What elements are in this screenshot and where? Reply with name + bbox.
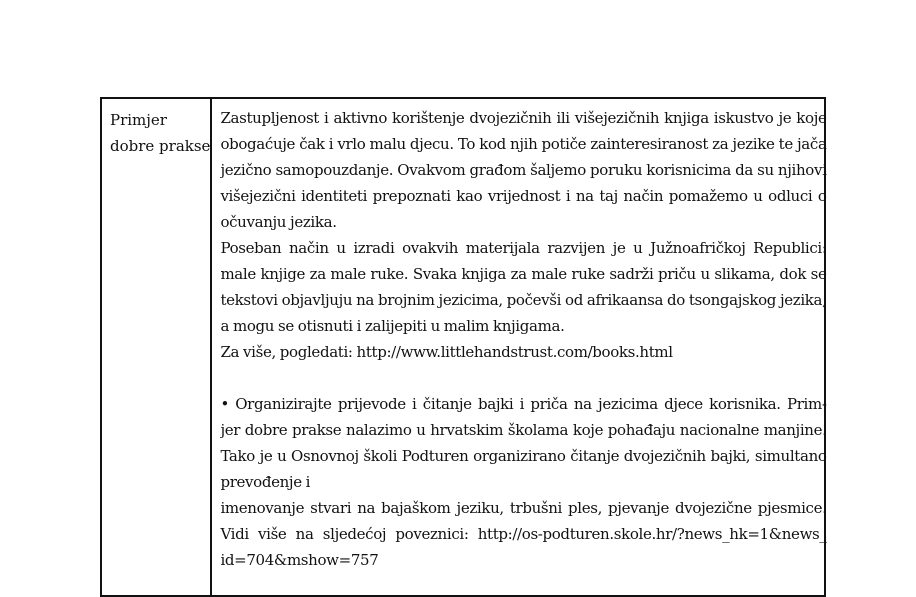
text-line: Vidi više na sljedećoj poveznici: http://os-podturen.skole.hr/?news_hk=1&news_ (220, 525, 827, 543)
text-line: višejezični identiteti prepoznati kao vrijednost i na taj način pomažemo u odluci o (220, 187, 827, 205)
content-cell (212, 99, 835, 595)
label-cell (102, 99, 212, 595)
text-line: id=704&mshow=757 (220, 551, 379, 569)
document-table (100, 97, 826, 597)
paragraph-organize-translations (220, 391, 826, 495)
text-line: Zastupljenost i aktivno korištenje dvojezičnih ili višejezičnih knjiga iskustvo je koje (220, 109, 827, 127)
text-line: prevođenje i (220, 473, 311, 491)
text-line: očuvanju jezika. (220, 213, 337, 231)
text-line: imenovanje stvari na bajaškom jeziku, trbušni ples, pjevanje dvojezične pjesmice. (220, 499, 827, 517)
bullet-text-line: • Organizirajte prijevode i čitanje bajki i priča na jezicima djece korisnika. Prim- (220, 395, 827, 413)
text-line: Poseban način u izradi ovakvih materijala razvijen je u Južnoafričkoj Republici: (220, 239, 827, 257)
label-line-2: dobre prakse (110, 137, 211, 155)
paragraph-podturen (220, 495, 826, 573)
text-line: male knjige za male ruke. Svaka knjiga za male ruke sadrži priču u slikama, dok se (220, 265, 827, 283)
text-line: obogaćuje čak i vrlo malu djecu. To kod njih potiče zainteresiranost za jezike te jača (220, 135, 827, 153)
text-line: jezično samopouzdanje. Ovakvom građom šaljemo poruku korisnicima da su njihovi (220, 161, 827, 179)
label-line-1: Primjer (110, 111, 167, 129)
text-line: tekstovi objavljuju na brojnim jezicima, počevši od afrikaansa do tsongajskog jezika, (220, 291, 827, 309)
paragraph-multilingual-books (220, 105, 826, 235)
paragraph-more-info (220, 339, 826, 365)
text-line: Tako je u Osnovnoj školi Podturen organizirano čitanje dvojezičnih bajki, simultano (220, 447, 827, 465)
text-line: a mogu se otisnuti i zalijepiti u malim knjigama. (220, 317, 565, 335)
text-line: jer dobre prakse nalazimo u hrvatskim školama koje pohađaju nacionalne manjine. (220, 421, 827, 439)
paragraph-south-africa (220, 235, 826, 339)
paragraph-spacer (220, 365, 826, 391)
more-info-link-text: Za više, pogledati: http://www.littlehandstrust.com/books.html (220, 343, 673, 361)
